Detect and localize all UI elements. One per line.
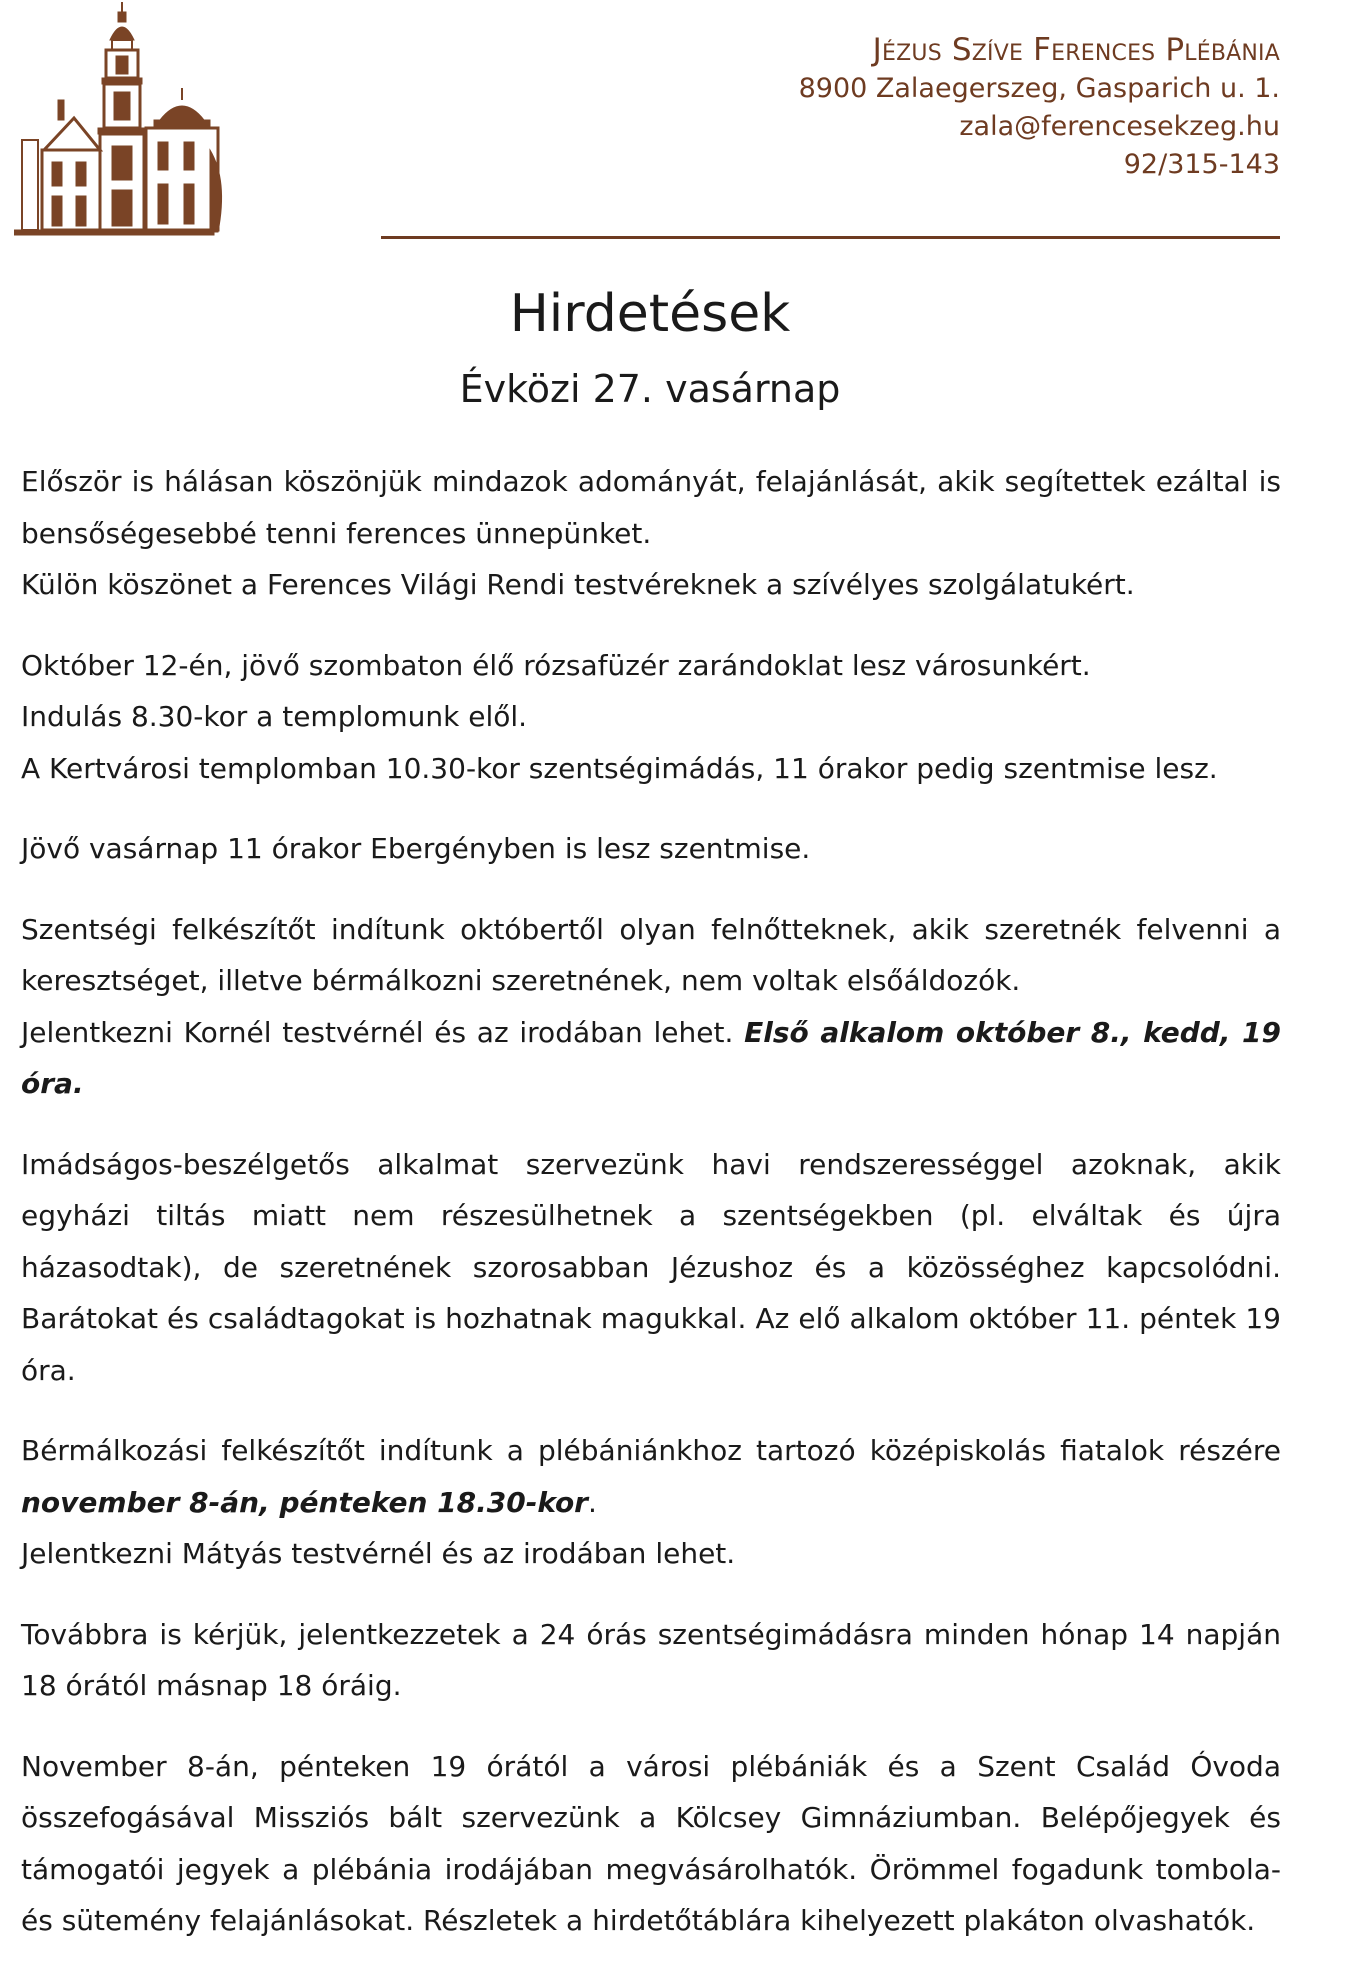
parish-email: zala@ferencesekzeg.hu [959,111,1280,142]
parish-phone: 92/315-143 [1123,149,1280,180]
page-subtitle: Évközi 27. vasárnap [459,367,841,411]
announcement-text: Bérmálkozási felkészítőt indítunk a plébániánkhoz tartozó középiskolás fiatalok részére [21,1434,1281,1467]
announcement-emphasis: november 8-án, pénteken 18.30-kor [21,1485,588,1519]
announcement-ebergeny-mass [21,823,1281,875]
announcement-prayer-gathering [21,1139,1281,1397]
announcement-line: Jövő vasárnap 11 órakor Ebergényben is lesz szentmise. [21,832,811,865]
parish-contact-block [799,30,1280,184]
announcement-line: Szentségi felkészítőt indítunk októbertől olyan felnőtteknek, akik szeretnék felvenni a keresztséget, illetve bérmálkozni szeretnének, nem voltak elsőáldozók. [21,912,1281,997]
announcement-mission-ball [21,1741,1281,1947]
announcement-text: Jelentkezni Kornél testvérnél és az irodában lehet. [21,1015,734,1049]
announcement-line: Indulás 8.30-kor a templomunk elől. [21,700,528,733]
announcement-line: November 8-án, pénteken 19 órától a városi plébániák és a Szent Család Óvoda összefogásával Missziós bált szervezünk a Kölcsey Gimnáziumban. Belépőjegyek és támogatói jegyek a plébánia irodájában megvásárolhatók. Örömmel fogadunk tombola- és sütemény felajánlásokat. Részletek a hirdetőtáblára kihelyezett plakáton olvashatók. [21,1749,1281,1937]
announcement-line: Külön köszönet a Ferences Világi Rendi testvéreknek a szívélyes szolgálatukért. [21,568,1135,601]
announcement-line: Október 12-én, jövő szombaton élő rózsafüzér zarándoklat lesz városunkért. [21,648,1091,682]
announcement-thanks [21,456,1281,611]
announcement-adoration [21,1609,1281,1712]
announcement-line: Először is hálásan köszönjük mindazok adományát, felajánlását, akik segítettek ezáltal is bensőségesebbé tenni ferences ünnepünket. [21,465,1281,550]
announcement-line: Jelentkezni Mátyás testvérnél és az irodában lehet. [21,1537,736,1570]
church-tower-logo-icon [14,0,244,240]
announcement-confirmation [21,1425,1281,1580]
announcement-line: Imádságos-beszélgetős alkalmat szervezünk havi rendszerességgel azoknak, akik egyházi tiltás miatt nem részesülhetnek a szentségekben (pl. elváltak és újra házasodtak), de szeretnének szorosabban Jézushoz és a közösséghez kapcsolódni. Barátokat és családtagokat is hozhatnak magukkal. Az elő alkalom október 11. péntek 19 óra. [21,1147,1281,1387]
header-divider [381,236,1280,239]
announcement-rosary-pilgrimage [21,640,1281,795]
parish-name: Jézus Szíve Ferences Plébánia [872,32,1280,68]
announcement-line [21,1425,1281,1528]
page-title: Hirdetések [509,284,791,344]
announcement-emphasis: Első alkalom október 8., kedd, 19 óra. [21,1015,1282,1100]
announcement-line: A Kertvárosi templomban 10.30-kor szentségimádás, 11 órakor pedig szentmise lesz. [21,751,1218,785]
announcements-body [21,456,1281,1976]
announcement-line [21,1007,1281,1110]
announcement-line: Továbbra is kérjük, jelentkezzetek a 24 órás szentségimádásra minden hónap 14 napján 18 órától másnap 18 óráig. [21,1617,1281,1702]
announcement-adult-sacraments [21,904,1281,1110]
announcement-text: . [588,1485,597,1519]
parish-address: 8900 Zalaegerszeg, Gasparich u. 1. [798,73,1280,104]
